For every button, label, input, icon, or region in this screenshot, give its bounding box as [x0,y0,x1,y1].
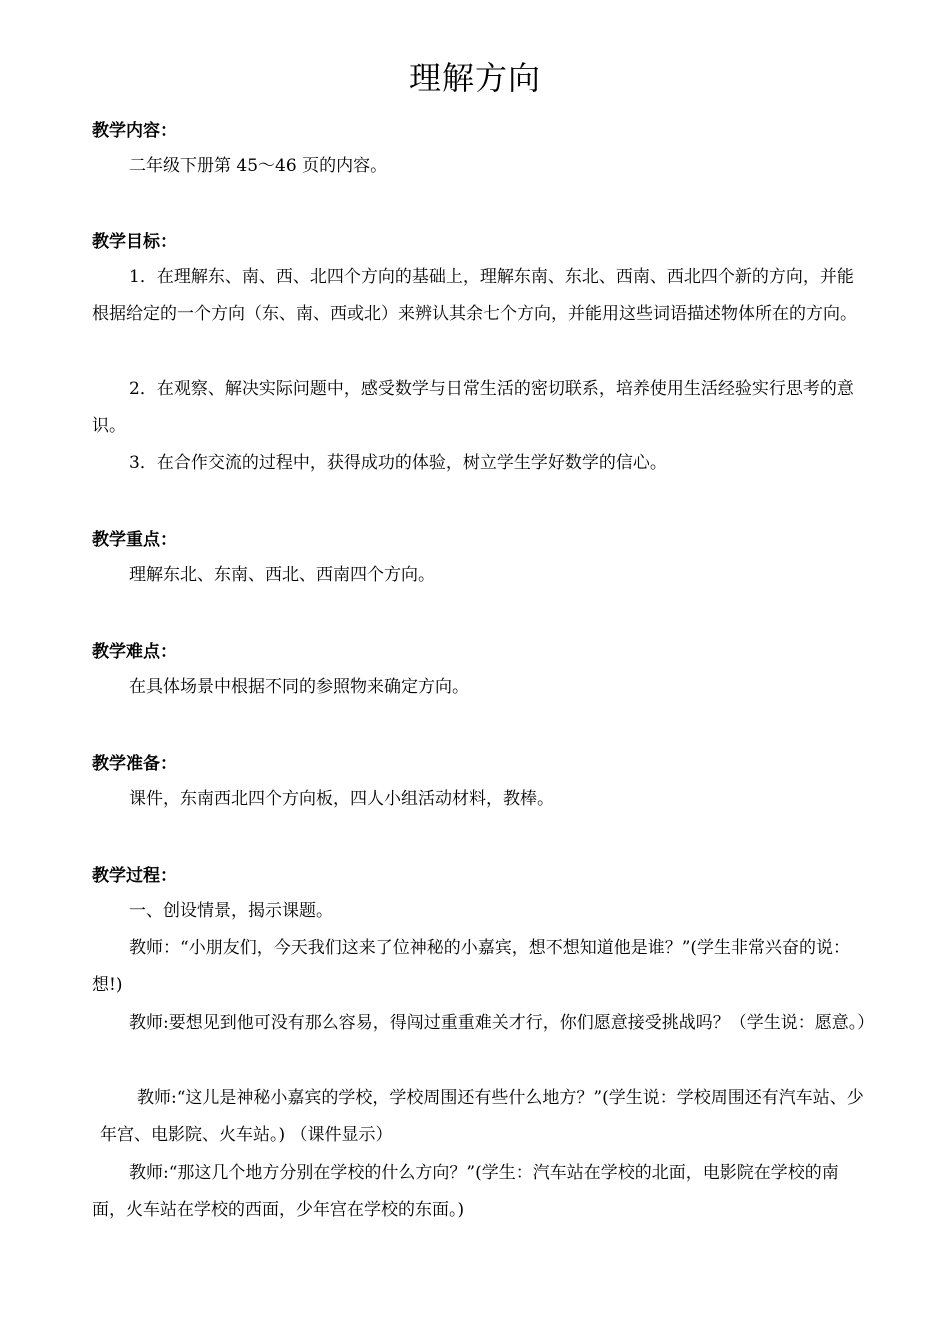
process-dialogue-2: 教师:要想见到他可没有那么容易，得闯过重重难关才行，你们愿意接受挑战吗？（学生说：愿意。） [129,1013,875,1033]
goal-item-1: 1．在理解东、南、西、北四个方向的基础上，理解东南、东北、西南、西北四个新的方向，并能根据给定的一个方向（东、南、西或北）来辨认其余七个方向，并能用这些词语描述物体所在的方向。 [92,267,857,324]
process-dialogue-3: 教师:“这儿是神秘小嘉宾的学校，学校周围还有些什么地方？”(学生说：学校周围还有汽车站、少年宫、电影院、火车站。) （课件显示） [100,1088,864,1145]
page-title: 理解方向 [408,59,541,97]
process-dialogue-4: 教师:“那这几个地方分别在学校的什么方向？”(学生：汽车站在学校的北面，电影院在学校的南面，火车站在学校的西面，少年宫在学校的东面。) [92,1163,839,1220]
section-heading-content: 教学内容： [92,121,177,141]
process-dialogue-1: 教师：“小朋友们，今天我们这来了位神秘的小嘉宾，想不想知道他是谁？”(学生非常兴奋的说：想!) [92,938,851,995]
goal-item-2: 2．在观察、解决实际问题中，感受数学与日常生活的密切联系，培养使用生活经验实行思考的意识。 [92,379,854,436]
section-heading-difficulty: 教学难点： [92,642,177,662]
section-heading-key-point: 教学重点： [92,530,177,550]
difficulty-text: 在具体场景中根据不同的参照物来确定方向。 [129,677,469,697]
section-heading-preparation: 教学准备： [92,754,177,774]
section-heading-goals: 教学目标： [92,232,177,252]
content-text: 二年级下册第 45～46 页的内容。 [129,156,388,176]
section-heading-process: 教学过程： [92,866,177,886]
key-point-text: 理解东北、东南、西北、西南四个方向。 [129,565,435,585]
process-step-title: 一、创设情景，揭示课题。 [129,901,333,921]
goal-item-3: 3．在合作交流的过程中，获得成功的体验，树立学生学好数学的信心。 [129,453,667,473]
preparation-text: 课件，东南西北四个方向板，四人小组活动材料，教棒。 [129,789,554,809]
